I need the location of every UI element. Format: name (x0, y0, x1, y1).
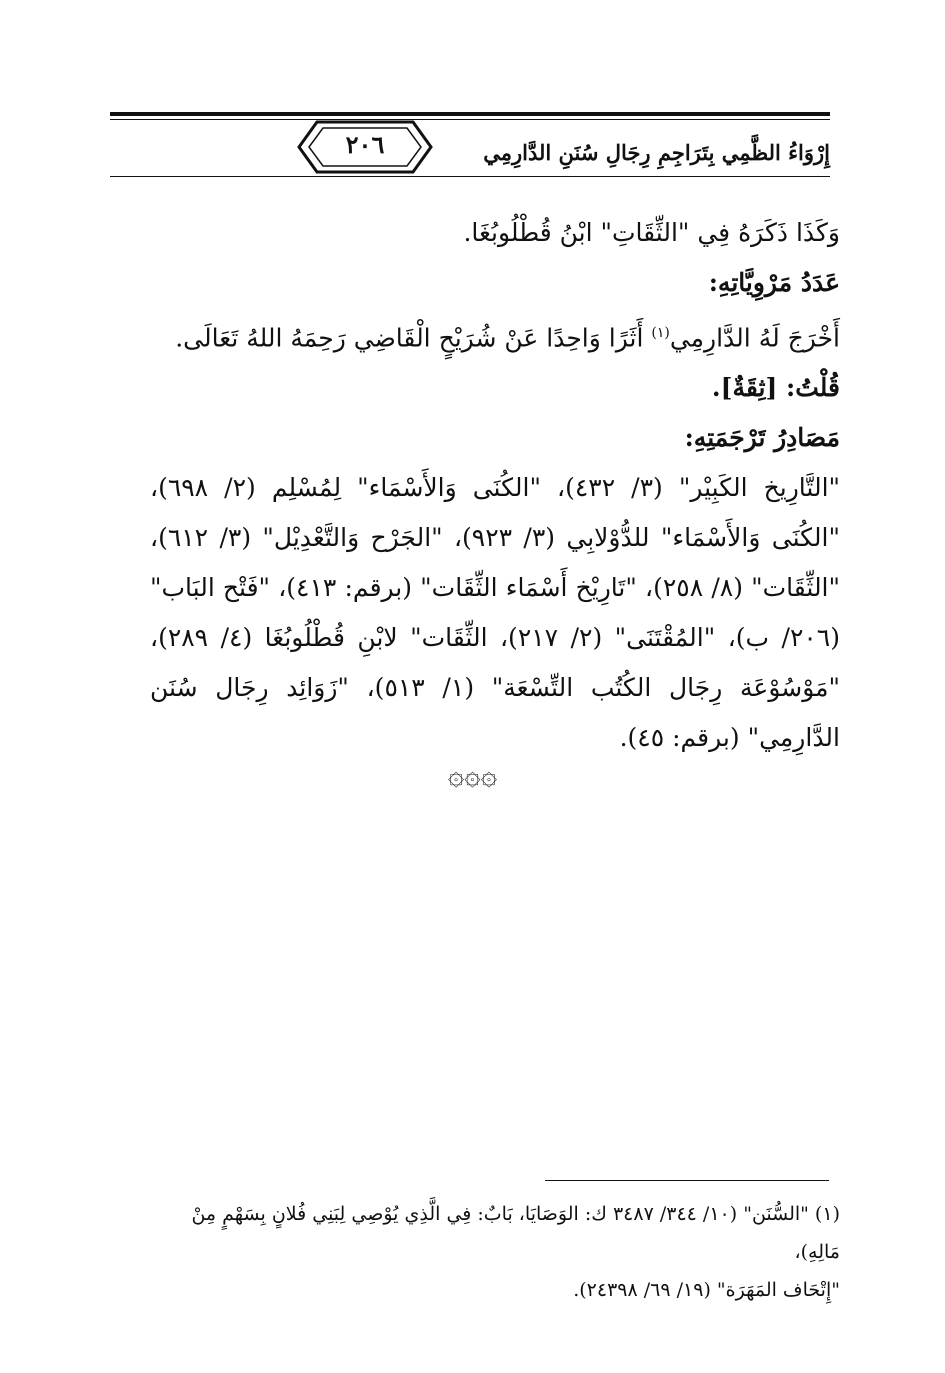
header-rule-bottom (110, 176, 830, 177)
heading-narrations-count: عَدَدُ مَرْوِيَّاتِهِ: (708, 268, 840, 297)
footnote-separator (545, 1180, 829, 1181)
narrations-text-a: أَخْرَجَ لَهُ الدَّارِمِي (669, 323, 840, 353)
text-line-ibn-qutlubugha: وَكَذَا ذَكَرَهُ فِي "الثِّقَاتِ" ابْنُ قُطْلُوبُغَا. (463, 218, 840, 247)
header-rule-top (110, 112, 830, 116)
verdict-label: قُلْتُ: (785, 373, 840, 403)
verdict-value: [ثِقَةٌ]. (711, 373, 786, 403)
verdict-line (150, 363, 840, 413)
header-rule-thin (110, 119, 830, 120)
section-end-ornaments: ۞۞۞ (447, 758, 498, 791)
sources-paragraph: "التَّارِيخ الكَبِيْر" (٣/ ٤٣٢)، "الكُنَى وَالأَسْمَاء" لِمُسْلِم (٢/ ٦٩٨)، "الكُنَى وَالأَسْمَاء" للدُّوْلابِي (٣/ ٩٢٣)، "الجَرْح وَالتَّعْدِيْل" (٣/ ٦١٢)، "الثِّقَات" (٨/ ٢٥٨)، "تَارِيْخ أَسْمَاء الثِّقَات" (برقم: ٤١٣)، "فَتْح البَاب"(٢٠٦/ ب)، "المُقْتَنَى" (٢/ ٢١٧)، الثِّقَات" لابْنِ قُطْلُوبُغَا (٤/ ٢٨٩)، "مَوْسُوْعَة رِجَال الكُتُب التِّسْعَة" (١/ ٥١٣)، "زَوَائِد رِجَال سُنَن الدَّارِمِي" (برقم: ٤٥). (150, 473, 841, 753)
narrations-paragraph (150, 308, 840, 363)
narrations-text-b: أَثَرًا وَاحِدًا عَنْ شُرَيْحٍ الْقَاضِي رَحِمَهُ اللهُ تَعَالَى. (175, 323, 652, 353)
heading-biography-sources: مَصَادِرُ تَرْجَمَتِهِ: (684, 423, 840, 453)
page-header (110, 112, 830, 182)
main-text (150, 208, 840, 763)
footnote-1-line-1: (١) "السُّنَن" (١٠/ ٣٤٤/ ٣٤٨٧ ك: الوَصَايَا، بَابٌ: فِي الَّذِي يُوْصِي لِبَنِي فُلانٍ بِسَهْمٍ مِنْ مَالِهِ)، (191, 1203, 840, 1263)
page-number-badge (295, 118, 435, 176)
footnotes (150, 1195, 840, 1309)
footnote-ref-1[interactable]: (١) (651, 325, 670, 341)
book-title: إِرْوَاءُ الظَّمِي بِتَرَاجِمِ رِجَالِ سُنَنِ الدَّارِمِي (483, 140, 830, 165)
footnote-1-line-2: "إِتْحَاف المَهَرَة" (١٩/ ٦٩/ ٢٤٣٩٨). (573, 1279, 840, 1301)
page-number: ٢٠٦ (345, 130, 385, 159)
